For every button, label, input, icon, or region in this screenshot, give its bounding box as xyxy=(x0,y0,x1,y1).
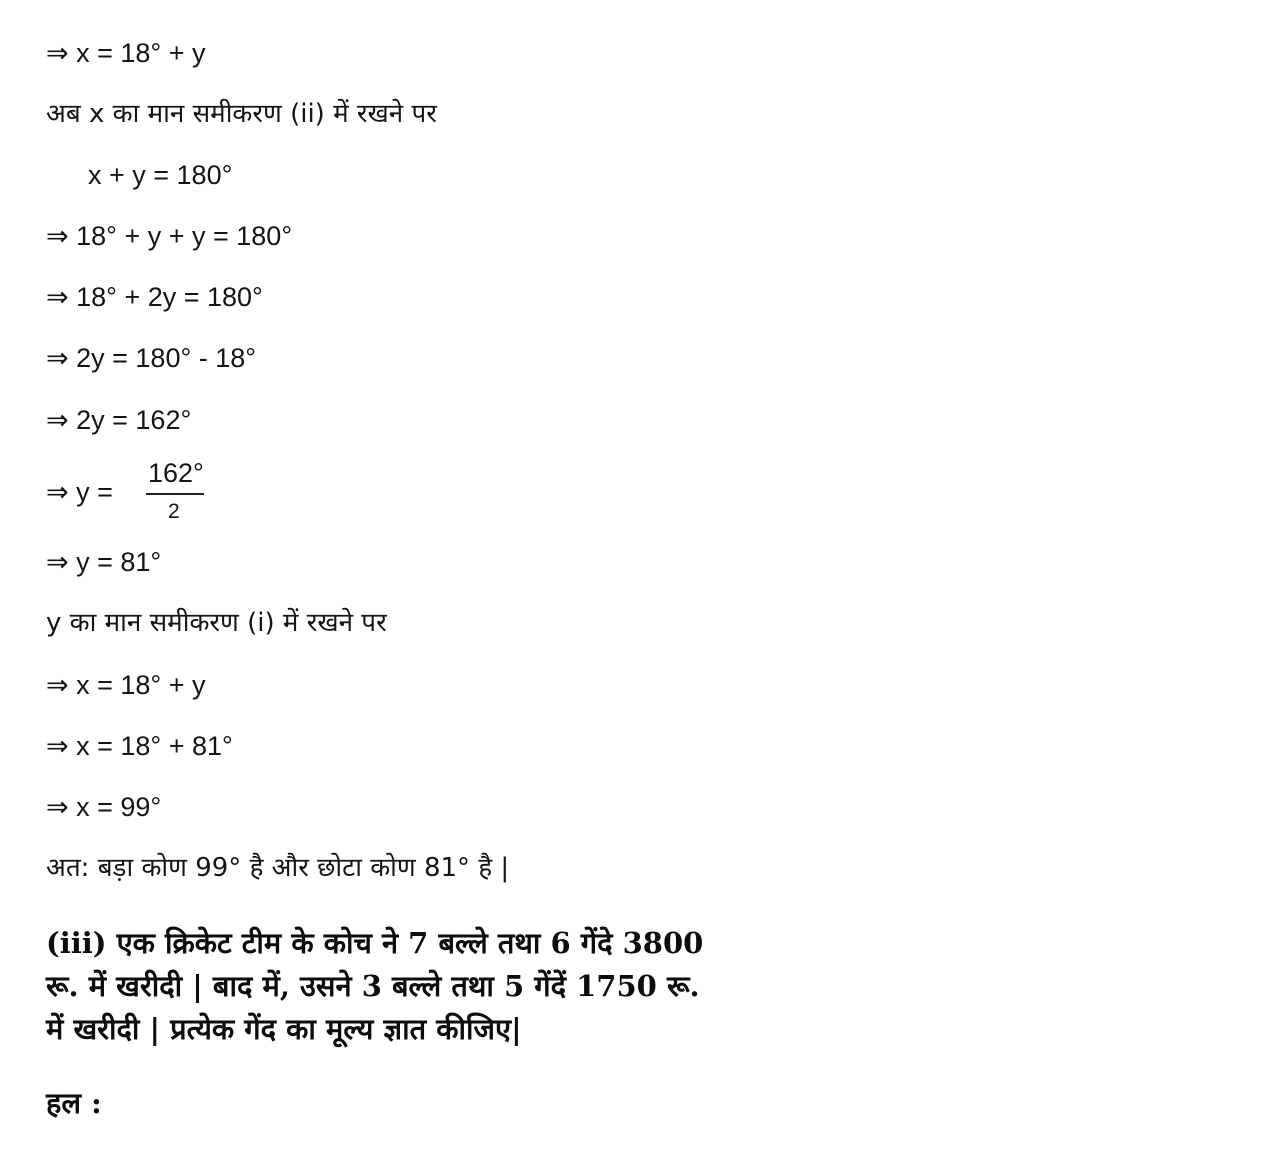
fraction-bar xyxy=(146,493,204,495)
fraction-numerator: 162° xyxy=(148,458,204,488)
step-2: अब x का मान समीकरण (ii) में रखने पर xyxy=(46,99,437,129)
fraction-denominator: 2 xyxy=(168,500,180,523)
step-11: ⇒ x = 18° + y xyxy=(46,670,206,700)
step-12: ⇒ x = 18° + 81° xyxy=(46,731,233,761)
step-7: ⇒ 2y = 162° xyxy=(46,405,192,435)
conclusion: अत: बड़ा कोण 99° है और छोटा कोण 81° है | xyxy=(46,853,510,883)
step-6: ⇒ 2y = 180° - 18° xyxy=(46,343,257,373)
question-line-3: में खरीदी | प्रत्येक गेंद का मूल्य ज्ञात कीजिए| xyxy=(46,1012,522,1046)
solution-label: हल : xyxy=(46,1086,102,1120)
step-4: ⇒ 18° + y + y = 180° xyxy=(46,221,293,251)
question-line-2: रू. में खरीदी | बाद में, उसने 3 बल्ले तथा 5 गेंदें 1750 रू. xyxy=(46,969,700,1003)
question-block xyxy=(46,922,866,1051)
step-9: ⇒ y = 81° xyxy=(46,547,162,577)
step-1: ⇒ x = 18° + y xyxy=(46,38,206,68)
step-8-lhs: ⇒ y = xyxy=(46,477,113,507)
step-10: y का मान समीकरण (i) में रखने पर xyxy=(46,608,387,638)
step-5: ⇒ 18° + 2y = 180° xyxy=(46,282,263,312)
step-13: ⇒ x = 99° xyxy=(46,792,162,822)
question-line-1: (iii) एक क्रिकेट टीम के कोच ने 7 बल्ले तथा 6 गेंदे 3800 xyxy=(46,926,704,960)
step-3: x + y = 180° xyxy=(88,160,233,190)
